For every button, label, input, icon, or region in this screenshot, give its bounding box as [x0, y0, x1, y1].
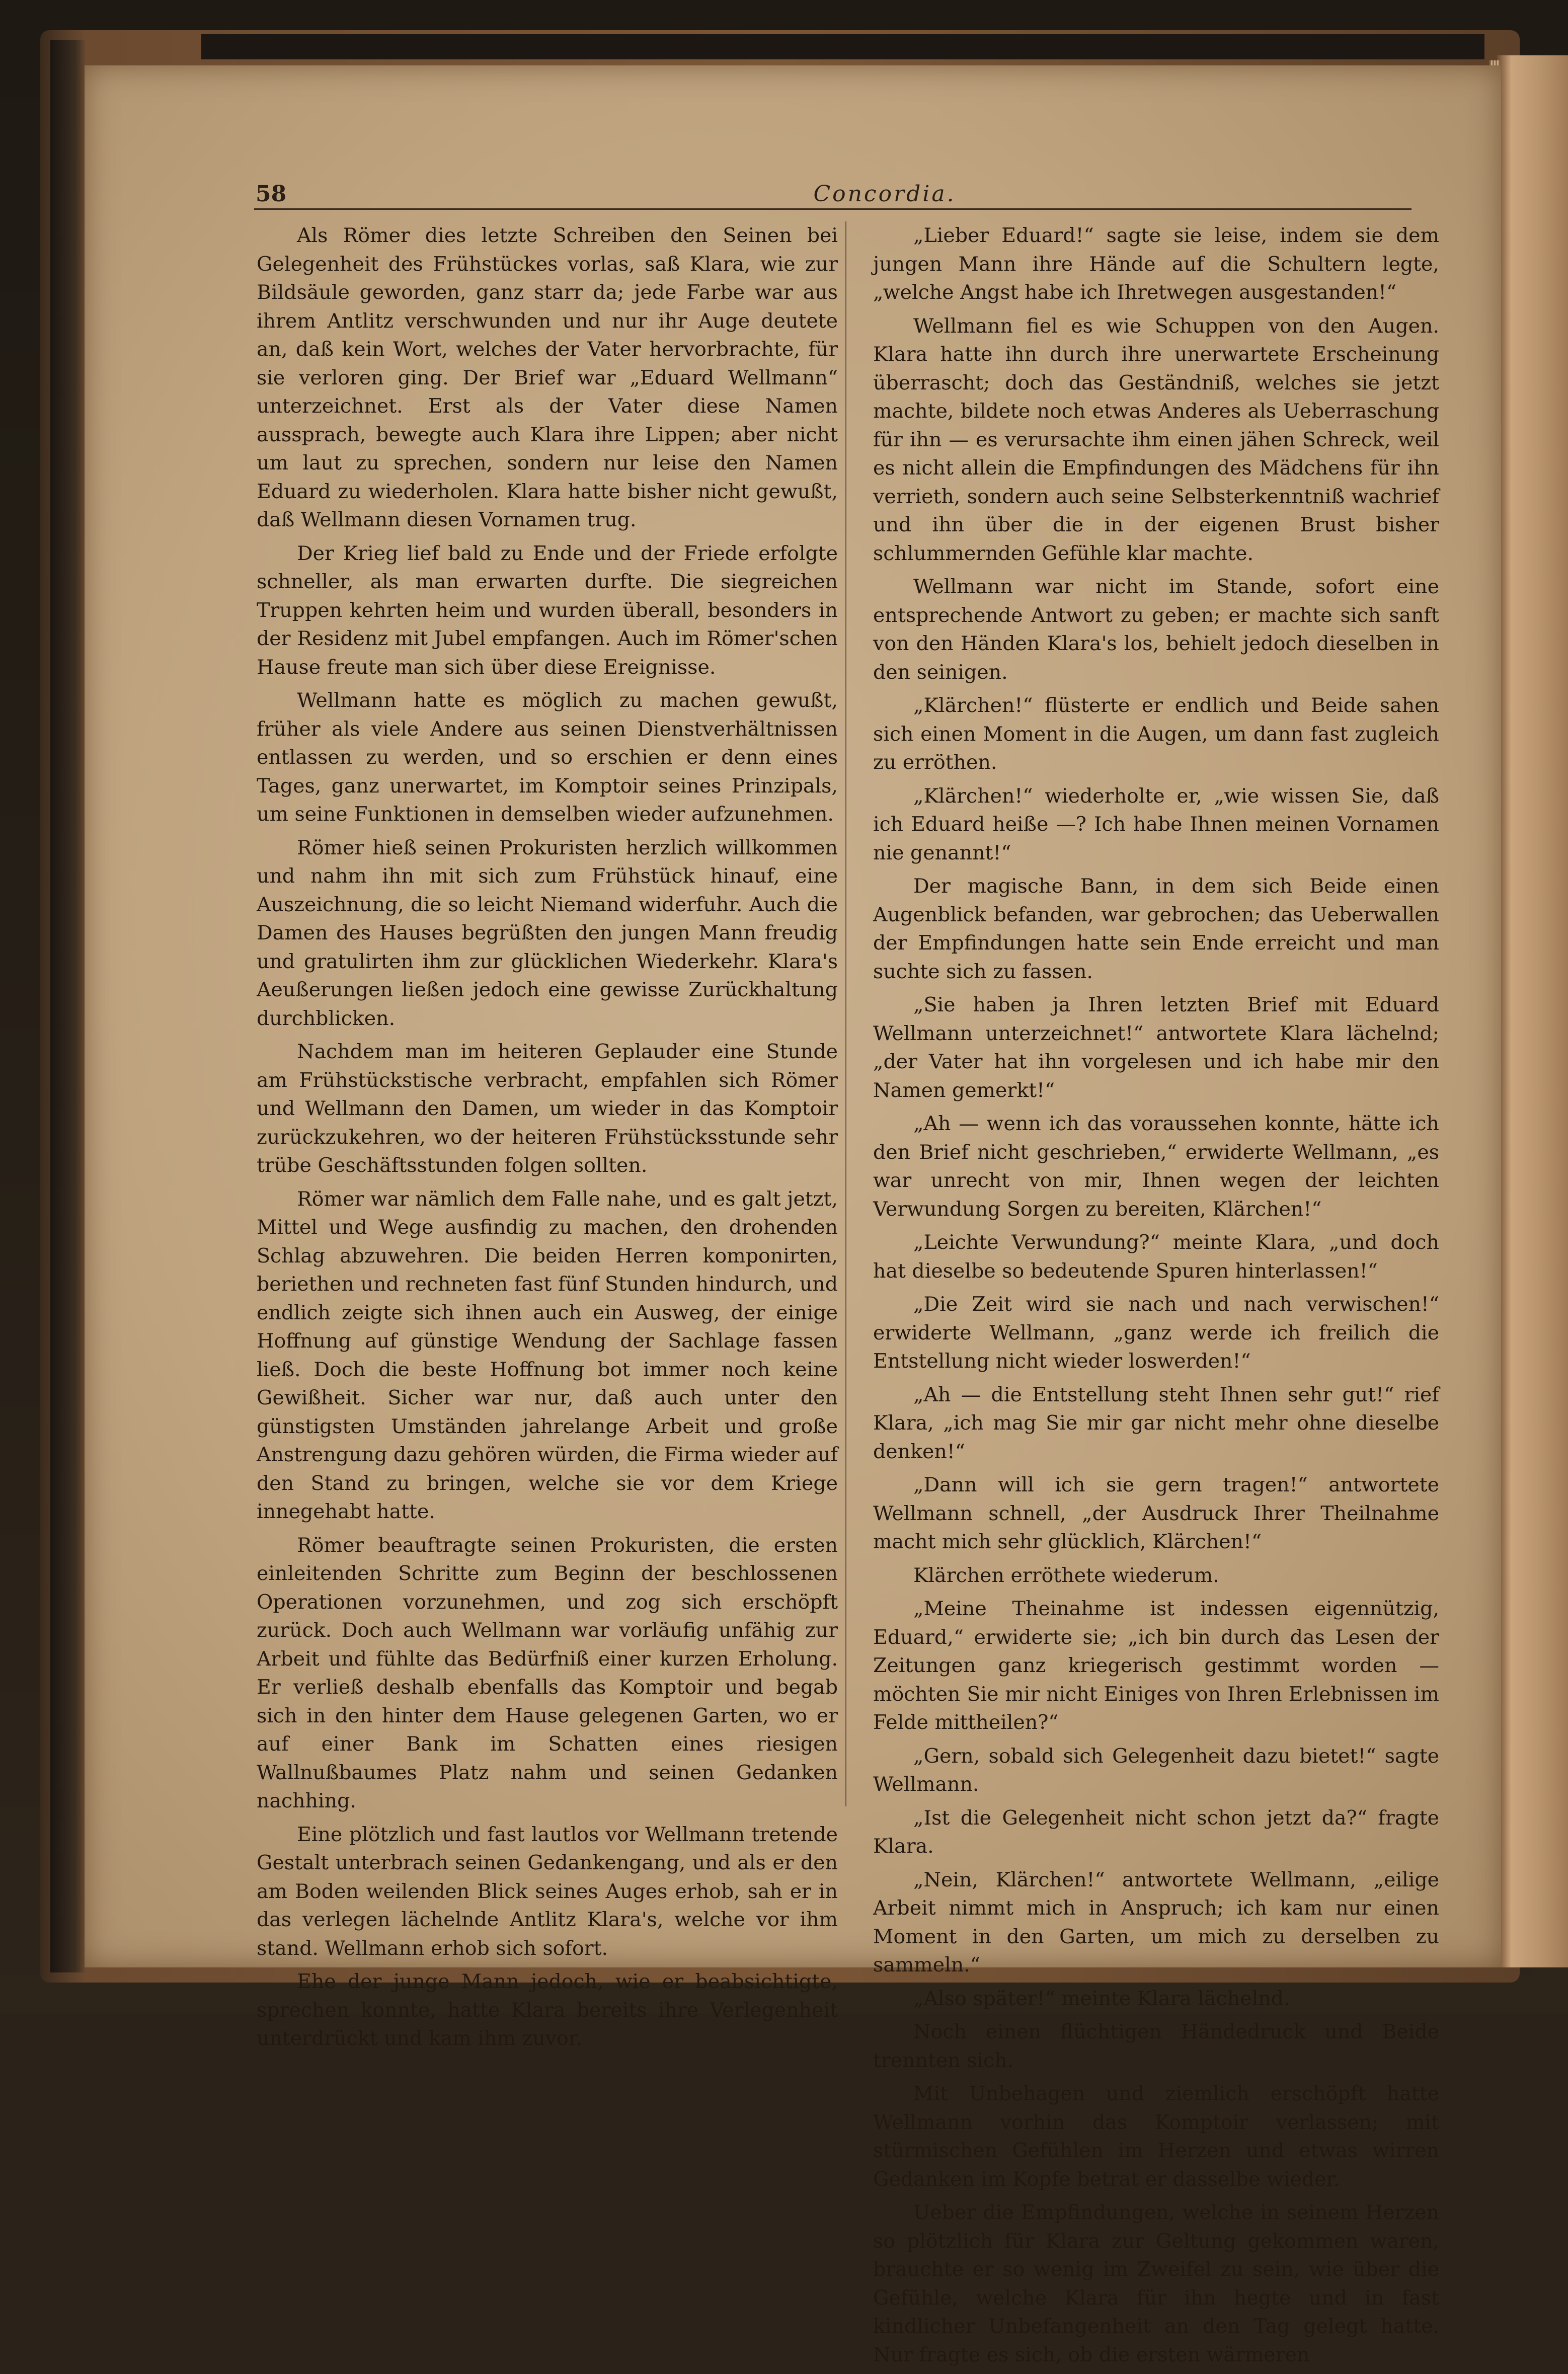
- paragraph: Eine plötzlich und fast lautlos vor Wellmann tretende Gestalt unterbrach seinen Gedankengang, und als er den am Boden weilenden Blick seines Auges erhob, sah er in das verlegen lächelnde Antlitz Klara's, welche vor ihm stand. Wellmann erhob sich sofort.: [257, 1823, 838, 1960]
- paragraph: Nachdem man im heiteren Geplauder eine Stunde am Frühstückstische verbracht, empfahlen sich Römer und Wellmann den Damen, um wieder in das Komptoir zurückzukehren, wo der heiteren Frühstücksstunde sehr trübe Geschäftsstunden folgen sollten.: [257, 1040, 838, 1177]
- paragraph: Römer war nämlich dem Falle nahe, und es galt jetzt, Mittel und Wege ausfindig zu machen, den drohenden Schlag abzuwehren. Die beiden Herren komponirten, beriethen und rechneten fast fünf Stunden hindurch, und endlich zeigte sich ihnen auch ein Ausweg, der einige Hoffnung auf günstige Wendung der Sachlage fassen ließ. Doch die beste Hoffnung bot immer noch keine Gewißheit. Sicher war nur, daß auch unter den günstigsten Umständen jahrelange Arbeit und große Anstrengung dazu gehören würden, die Firma wieder auf den Stand zu bringen, welche sie vor dem Kriege innegehabt hatte.: [257, 1187, 838, 1523]
- paragraph: Ehe der junge Mann jedoch, wie er beabsichtigte, sprechen konnte, hatte Klara bereits ihre Verlegenheit unterdrückt und kam ihm zuvor.: [257, 1970, 838, 2050]
- journal-title: Concordia.: [813, 181, 956, 207]
- paragraph: „Klärchen!“ flüsterte er endlich und Beide sahen sich einen Moment in die Augen, um dann fast zugleich zu erröthen.: [873, 694, 1439, 774]
- paragraph: „Gern, sobald sich Gelegenheit dazu bietet!“ sagte Wellmann.: [873, 1744, 1439, 1796]
- page-number: 58: [256, 181, 287, 207]
- spine-shadow: [50, 40, 86, 1972]
- paragraph: Wellmann fiel es wie Schuppen von den Augen. Klara hatte ihn durch ihre unerwartete Erscheinung überrascht; doch das Geständniß, welches sie jetzt machte, bildete noch etwas Anderes als Ueberraschung für ihn — es verursachte ihm einen jähen Schreck, weil es nicht allein die Empfindungen des Mädchens für ihn verrieth, sondern auch seine Selbsterkenntniß wachrief und ihn über die in der eigenen Brust bisher schlummernden Gefühle klar machte.: [873, 314, 1439, 565]
- paragraph: Der magische Bann, in dem sich Beide einen Augenblick befanden, war gebrochen; das Ueberwallen der Empfindungen hatte sein Ende erreicht und man suchte sich zu fassen.: [873, 875, 1439, 983]
- header-rule: [254, 208, 1412, 210]
- paragraph: Römer hieß seinen Prokuristen herzlich willkommen und nahm ihn mit sich zum Frühstück hinauf, eine Auszeichnung, die so leicht Niemand widerfuhr. Auch die Damen des Hauses begrüßten den jungen Mann freudig und gratulirten ihm zur glücklichen Wiederkehr. Klara's Aeußerungen ließen jedoch eine gewisse Zurückhaltung durchblicken.: [257, 836, 838, 1030]
- paragraph: Als Römer dies letzte Schreiben den Seinen bei Gelegenheit des Frühstückes vorlas, saß Klara, wie zur Bildsäule geworden, ganz starr da; jede Farbe war aus ihrem Antlitz verschwunden und nur ihr Auge deutete an, daß kein Wort, welches der Vater hervorbrachte, für sie verloren ging. Der Brief war „Eduard Wellmann“ unterzeichnet. Erst als der Vater diese Namen aussprach, bewegte auch Klara ihre Lippen; aber nicht um laut zu sprechen, sondern nur leise den Namen Eduard zu wiederholen. Klara hatte bisher nicht gewußt, daß Wellmann diesen Vornamen trug.: [257, 224, 838, 531]
- paragraph: „Dann will ich sie gern tragen!“ antwortete Wellmann schnell, „der Ausdruck Ihrer Theilnahme macht mich sehr glücklich, Klärchen!“: [873, 1473, 1439, 1553]
- paragraph: „Also später!“ meinte Klara lächelnd.: [913, 1987, 1290, 2010]
- paragraph: Ueber die Empfindungen, welche in seinem Herzen so plötzlich für Klara zur Geltung gekommen waren, brauchte er so wenig im Zweifel zu sein, wie über die Gefühle, welche Klara für ihn hegte und in fast kindlicher Unbefangenheit an den Tag gelegt hatte. Nur fragte es sich, ob die ersten wärmeren: [873, 2201, 1439, 2366]
- column-divider: [845, 221, 846, 1806]
- paragraph: „Leichte Verwundung?“ meinte Klara, „und doch hat dieselbe so bedeutende Spuren hinterlassen!“: [873, 1231, 1439, 1283]
- paragraph: „Sie haben ja Ihren letzten Brief mit Eduard Wellmann unterzeichnet!“ antwortete Klara lächelnd; „der Vater hat ihn vorgelesen und ich habe mir den Namen gemerkt!“: [873, 993, 1439, 1102]
- paragraph: „Die Zeit wird sie nach und nach verwischen!“ erwiderte Wellmann, „ganz werde ich freilich die Entstellung nicht wieder loswerden!“: [873, 1293, 1439, 1373]
- running-head: [256, 181, 1413, 211]
- paragraph: „Meine Theinahme ist indessen eigennützig, Eduard,“ erwiderte sie; „ich bin durch das Lesen der Zeitungen ganz kriegerisch gestimmt worden — möchten Sie mir nicht Einiges von Ihren Erlebnissen im Felde mittheilen?“: [873, 1597, 1439, 1734]
- paragraph: „Ist die Gelegenheit nicht schon jetzt da?“ fragte Klara.: [873, 1806, 1439, 1858]
- paragraph: „Nein, Klärchen!“ antwortete Wellmann, „eilige Arbeit nimmt mich in Anspruch; ich kam nur einen Moment in den Garten, um mich zu derselben zu sammeln.“: [873, 1868, 1439, 1976]
- paragraph: „Lieber Eduard!“ sagte sie leise, indem sie dem jungen Mann ihre Hände auf die Schultern legte, „welche Angst habe ich Ihretwegen ausgestanden!“: [873, 224, 1439, 304]
- paragraph: „Ah — wenn ich das voraussehen konnte, hätte ich den Brief nicht geschrieben,“ erwiderte Wellmann, „es war unrecht von mir, Ihnen wegen der leichten Verwundung Sorgen zu bereiten, Klärchen!“: [873, 1112, 1439, 1221]
- paragraph: Noch einen flüchtigen Händedruck und Beide trennten sich.: [873, 2020, 1439, 2072]
- paragraph: Wellmann war nicht im Stande, sofort eine entsprechende Antwort zu geben; er machte sich sanft von den Händen Klara's los, behielt jedoch dieselben in den seinigen.: [873, 575, 1439, 684]
- paragraph: Mit Unbehagen und ziemlich erschöpft hatte Wellmann vorhin das Komptoir verlassen; mit stürmischen Gefühlen im Herzen und etwas wirren Gedanken im Kopfe betrat er dasselbe wieder.: [873, 2082, 1439, 2191]
- paragraph: Klärchen erröthete wiederum.: [913, 1563, 1219, 1587]
- left-column: [257, 221, 838, 2058]
- paragraph: Wellmann hatte es möglich zu machen gewußt, früher als viele Andere aus seinen Dienstverhältnissen entlassen zu werden, und so erschien er denn eines Tages, ganz unerwartet, im Komptoir seines Prinzipals, um seine Funktionen in demselben wieder aufzunehmen.: [257, 689, 838, 826]
- paragraph: Der Krieg lief bald zu Ende und der Friede erfolgte schneller, als man erwarten durfte. Die siegreichen Truppen kehrten heim und wurden überall, besonders in der Residenz mit Jubel empfangen. Auch im Römer'schen Hause freute man sich über diese Ereignisse.: [257, 541, 838, 679]
- right-column: [873, 221, 1439, 2374]
- book-top-edge: [201, 34, 1484, 59]
- adjacent-page: [1497, 55, 1568, 1967]
- paragraph: „Klärchen!“ wiederholte er, „wie wissen Sie, daß ich Eduard heiße —? Ich habe Ihnen meinen Vornamen nie genannt!“: [873, 784, 1439, 864]
- paragraph: „Ah — die Entstellung steht Ihnen sehr gut!“ rief Klara, „ich mag Sie mir gar nicht mehr ohne dieselbe denken!“: [873, 1383, 1439, 1463]
- paragraph: Römer beauftragte seinen Prokuristen, die ersten einleitenden Schritte zum Beginn der beschlossenen Operationen vorzunehmen, und zog sich erschöpft zurück. Doch auch Wellmann war vorläufig unfähig zur Arbeit und fühlte das Bedürfniß einer kurzen Erholung. Er verließ deshalb ebenfalls das Komptoir und begab sich in den hinter dem Hause gelegenen Garten, wo er auf einer Bank im Schatten eines riesigen Wallnußbaumes Platz nahm und seinen Gedanken nachhing.: [257, 1533, 838, 1812]
